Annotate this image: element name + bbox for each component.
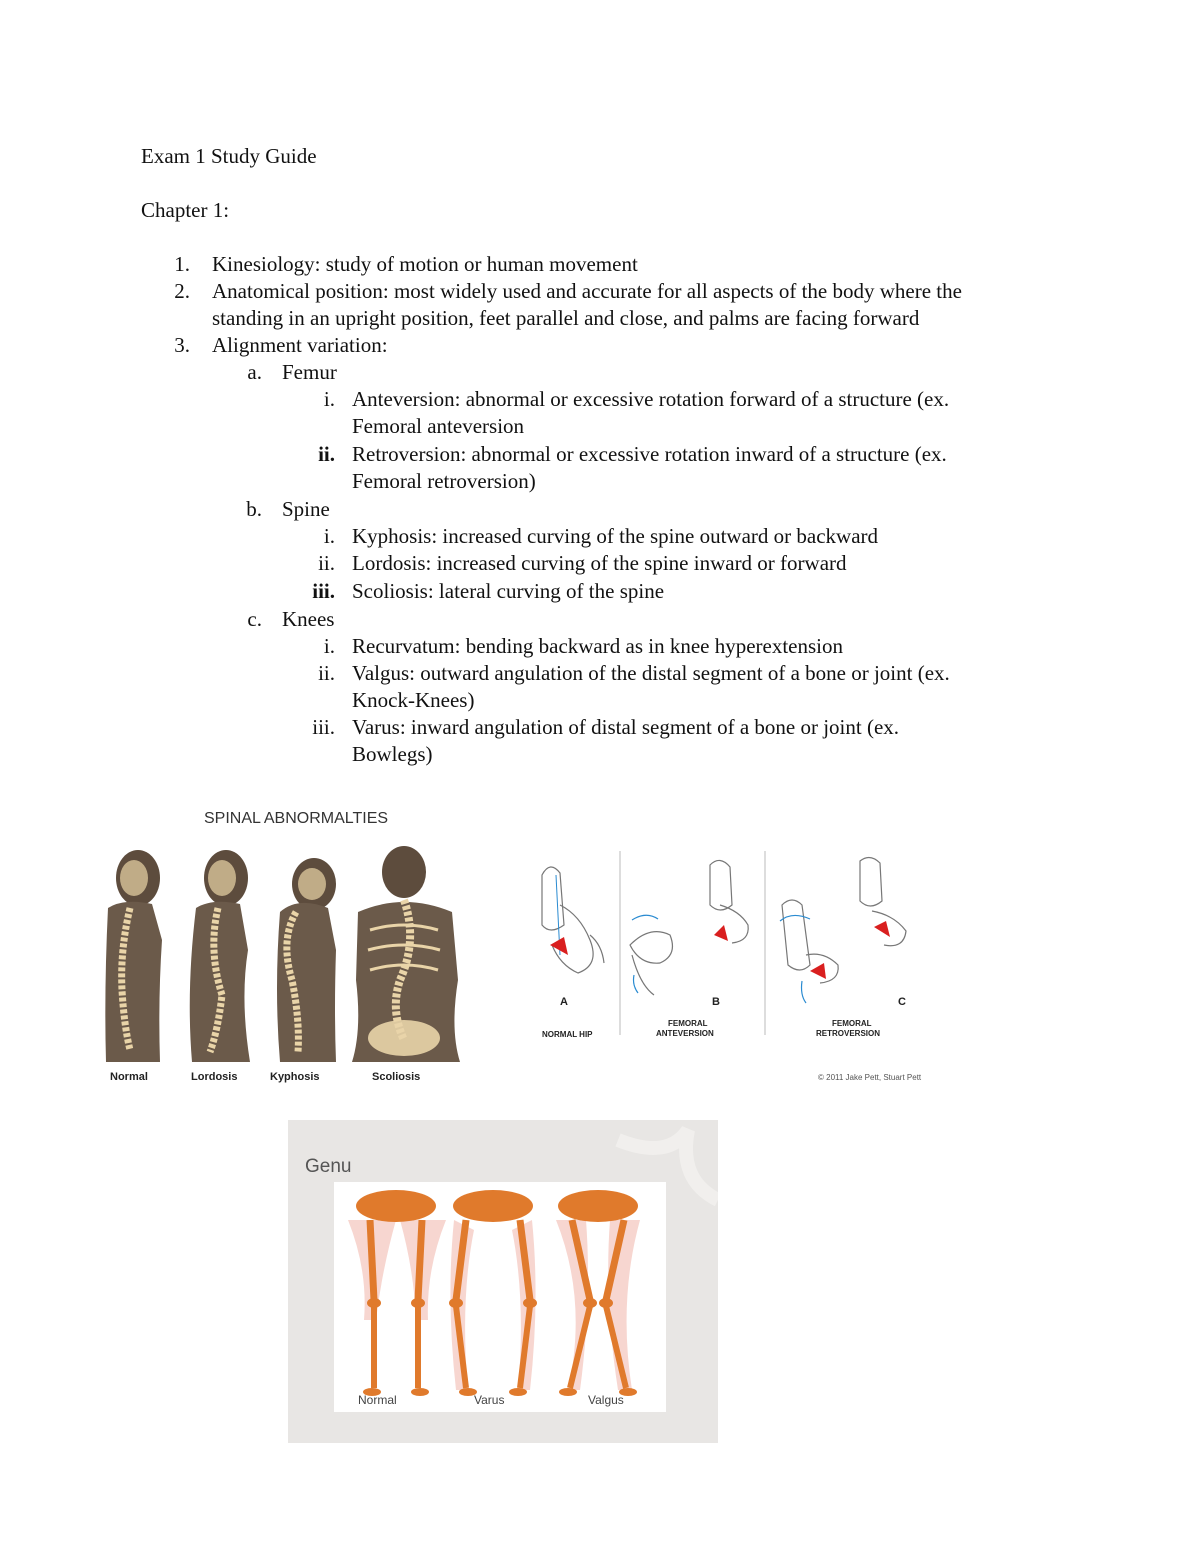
varus-line2: Bowlegs) [352, 742, 433, 766]
spine-iii-marker: iii. [312, 579, 335, 603]
varus-line1: Varus: inward angulation of distal segment of a bone or joint (ex. [352, 715, 900, 739]
label-lordosis: Lordosis [191, 1071, 238, 1083]
genu-heading: Genu [305, 1156, 352, 1177]
spine-label: Spine [282, 497, 330, 521]
scoliosis-spine-figure [352, 846, 460, 1062]
genu-label-valgus: Valgus [588, 1393, 624, 1407]
spinal-figure-heading: SPINAL ABNORMALTIES [204, 810, 389, 827]
retroversion-line1: Retroversion: abnormal or excessive rotation inward of a structure (ex. [352, 442, 947, 466]
femur-marker: a. [247, 360, 262, 384]
retroversion-line2: Femoral retroversion) [352, 469, 536, 493]
normal-hip-diagram [542, 867, 604, 973]
genu-label-normal: Normal [358, 1393, 397, 1407]
label-kyphosis: Kyphosis [270, 1071, 320, 1083]
spine-marker: b. [246, 497, 262, 521]
chapter-heading: Chapter 1: [141, 198, 230, 222]
caption-anteversion: ANTEVERSION [656, 1029, 714, 1038]
normal-spine-figure [105, 850, 162, 1062]
femoral-version-figure [520, 845, 960, 1085]
knees-label: Knees [282, 607, 335, 631]
hip-copyright: © 2011 Jake Pett, Stuart Pett [818, 1073, 922, 1082]
valgus-line2: Knock-Knees) [352, 688, 475, 712]
spine-ii-marker: ii. [318, 551, 335, 575]
document-title: Exam 1 Study Guide [141, 144, 317, 168]
caption-retroversion: RETROVERSION [816, 1029, 881, 1038]
femur-ii-marker: ii. [318, 442, 335, 466]
anteversion-line1: Anteversion: abnormal or excessive rotation forward of a structure (ex. [352, 387, 950, 411]
femur-label: Femur [282, 360, 337, 384]
anteversion-line2: Femoral anteversion [352, 414, 525, 438]
letter-b: B [712, 996, 720, 1008]
spine-i-marker: i. [323, 524, 335, 548]
genu-figure [288, 1120, 718, 1443]
knees-i-marker: i. [323, 634, 335, 658]
caption-femoral-2: FEMORAL [832, 1019, 872, 1028]
lordosis-spine-figure [190, 850, 250, 1062]
knees-marker: c. [247, 607, 262, 631]
lordosis-text: Lordosis: increased curving of the spine inward or forward [352, 551, 847, 575]
item-1-text: Kinesiology: study of motion or human movement [212, 252, 638, 276]
spinal-abnormalities-figure [100, 800, 480, 1090]
item-2-text-line1: Anatomical position: most widely used and accurate for all aspects of the body where the [212, 279, 962, 303]
caption-femoral-1: FEMORAL [668, 1019, 708, 1028]
letter-c: C [898, 996, 906, 1008]
anteversion-hip-diagram [630, 860, 748, 995]
label-scoliosis: Scoliosis [372, 1071, 421, 1083]
caption-normal-hip: NORMAL HIP [542, 1030, 593, 1039]
valgus-line1: Valgus: outward angulation of the distal segment of a bone or joint (ex. [352, 661, 950, 685]
scoliosis-text: Scoliosis: lateral curving of the spine [352, 579, 665, 603]
item-marker-2: 2. [174, 279, 190, 303]
genu-label-varus: Varus [474, 1393, 505, 1407]
item-marker-3: 3. [174, 333, 190, 357]
femur-i-marker: i. [323, 387, 335, 411]
item-marker-1: 1. [174, 252, 190, 276]
retroversion-hip-diagram [780, 857, 906, 1003]
knees-iii-marker: iii. [312, 715, 335, 739]
kyphosis-text: Kyphosis: increased curving of the spine outward or backward [352, 524, 879, 548]
item-3-text: Alignment variation: [212, 333, 388, 357]
letter-a: A [560, 996, 568, 1008]
recurvatum-text: Recurvatum: bending backward as in knee hyperextension [352, 634, 844, 658]
label-normal: Normal [110, 1071, 148, 1083]
kyphosis-spine-figure [277, 858, 336, 1062]
item-2-text-line2: standing in an upright position, feet parallel and close, and palms are facing forward [212, 306, 920, 330]
knees-ii-marker: ii. [318, 661, 335, 685]
